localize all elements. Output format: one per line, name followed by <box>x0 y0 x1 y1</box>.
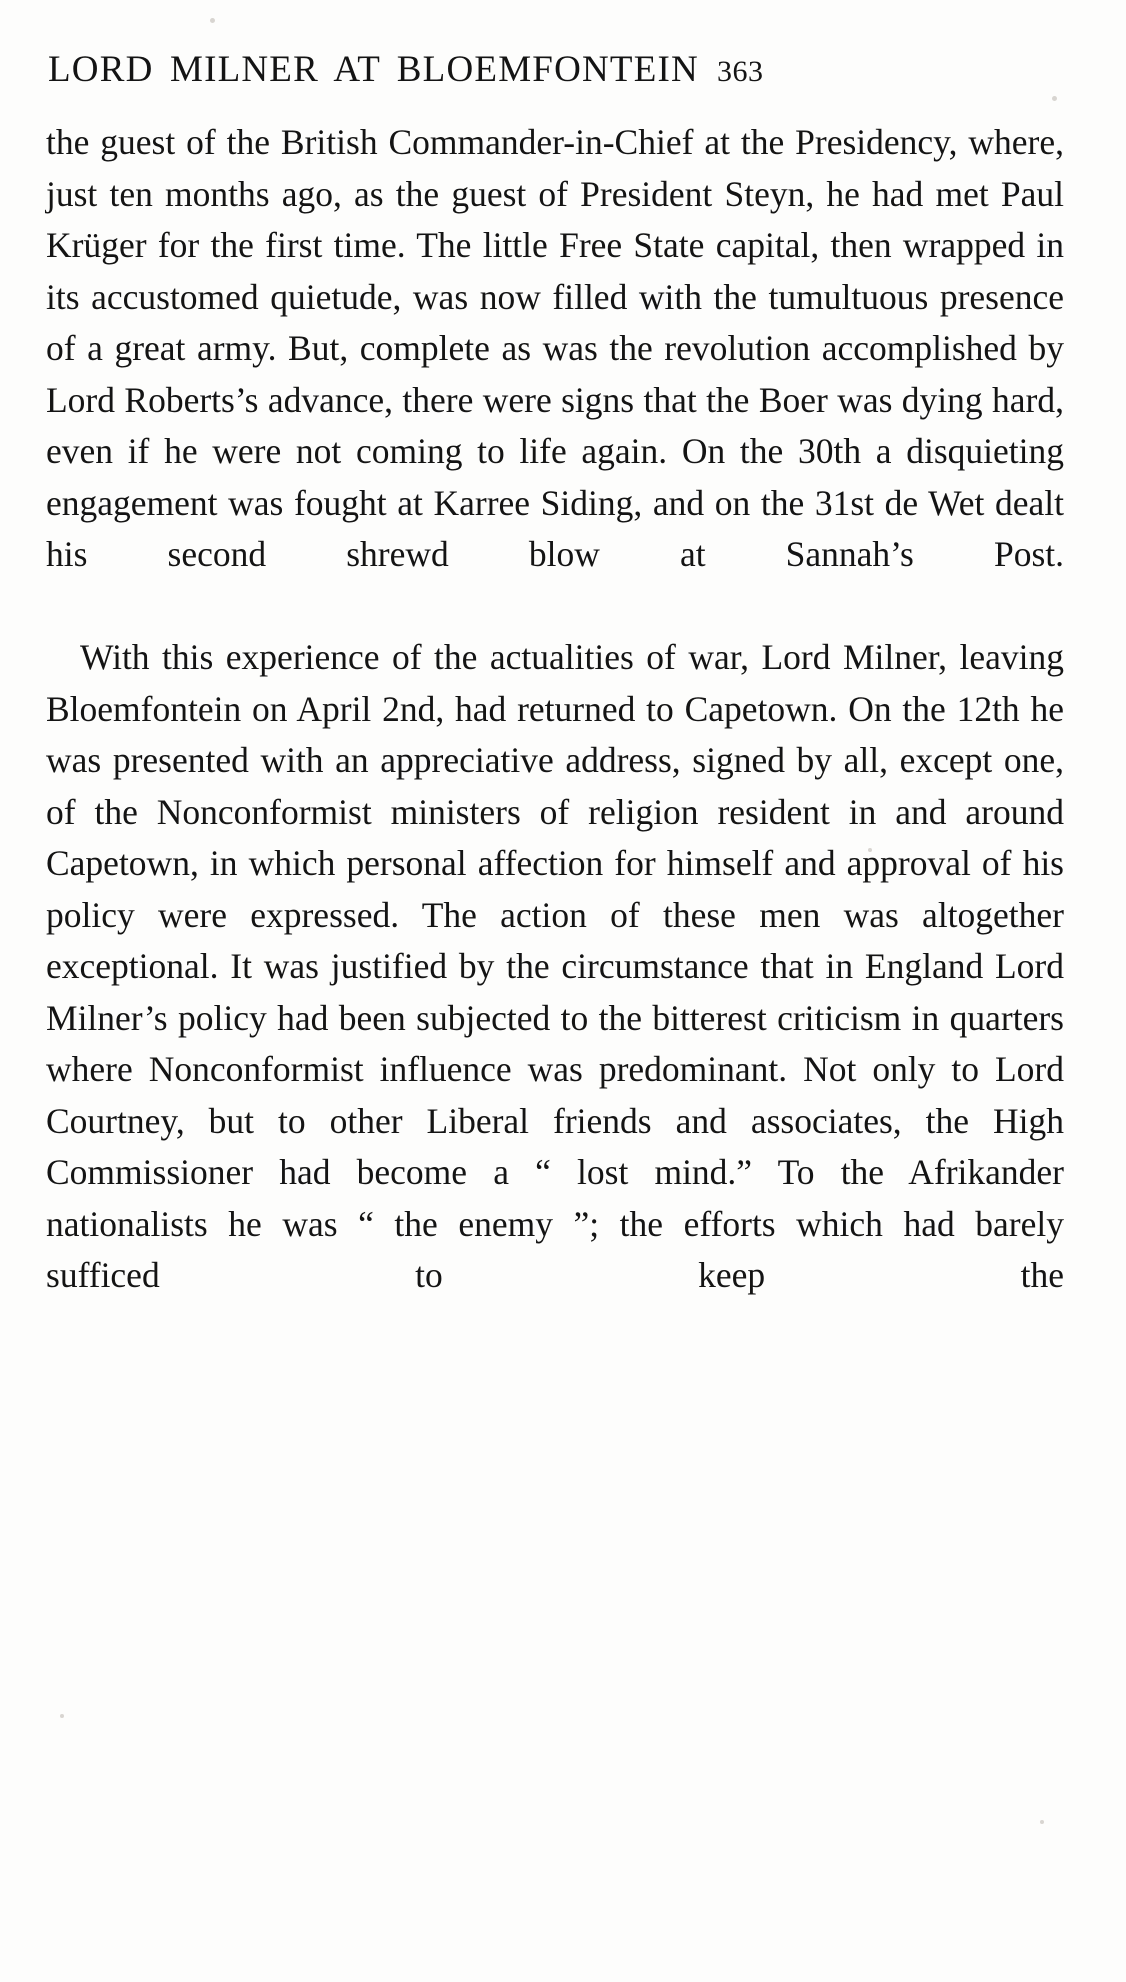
paper-speck <box>210 18 215 23</box>
page-text-block <box>46 48 1064 1353</box>
paragraph: With this experience of the actualities of war, Lord Milner, leaving Bloemfontein on April 2nd, had returned to Capetown. On the 12th he was presented with an appreciative address, signed by all, except one, of the Nonconformist ministers of religion resident in and around Capetown, in which personal affection for himself and approval of his policy were expressed. The action of these men was altogether exceptional. It was justified by the circumstance that in England Lord Milner’s policy had been subjected to the bitterest criticism in quarters where Nonconformist influence was predominant. Not only to Lord Courtney, but to other Liberal friends and associates, the High Commissioner had become a “ lost mind.” To the Afrikander nationalists he was “ the enemy ”; the efforts which had barely sufficed to keep the <box>46 637 1064 1295</box>
paper-speck <box>1040 1820 1044 1824</box>
paragraph: the guest of the British Commander-in-Chief at the Presidency, where, just ten months ago, as the guest of President Steyn, he had met Paul Krüger for the first time. The little Free State capital, then wrapped in its accustomed quietude, was now filled with the tumultuous presence of a great army. But, complete as was the revolution accomplished by Lord Roberts’s advance, there were signs that the Boer was dying hard, even if he were not coming to life again. On the 30th a disquieting engagement was fought at Karree Siding, and on the 31st de Wet dealt his second shrewd blow at Sannah’s Post. <box>46 122 1064 574</box>
page-number: 363 <box>716 55 764 88</box>
paper-speck <box>60 1714 64 1718</box>
running-head-title: LORD MILNER AT BLOEMFONTEIN <box>48 49 699 90</box>
running-head <box>46 48 1064 91</box>
